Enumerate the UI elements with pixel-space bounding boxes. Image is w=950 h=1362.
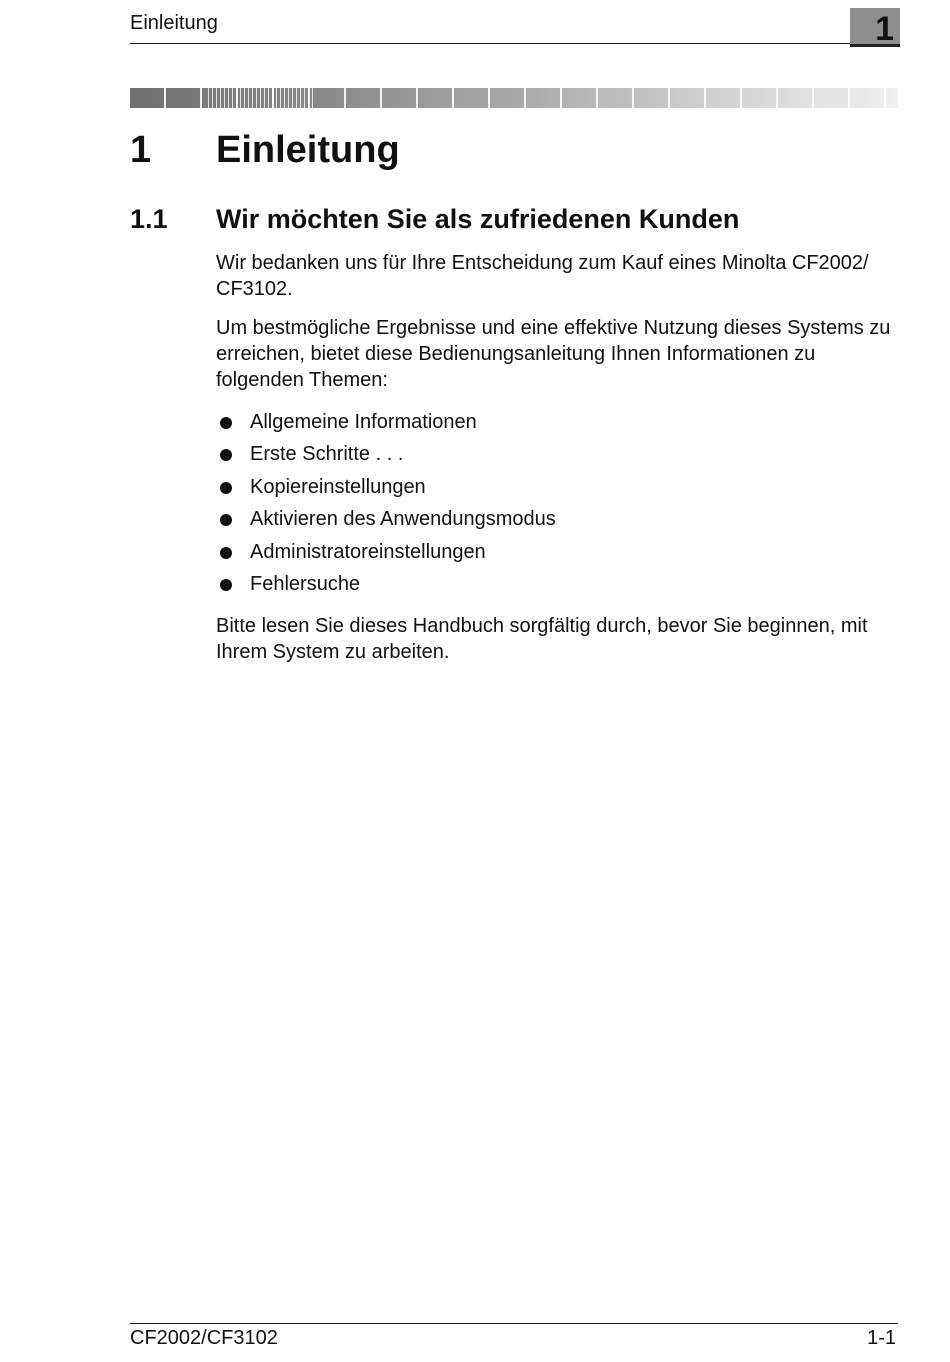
list-item-text: Allgemeine Informationen xyxy=(250,411,477,433)
list-item-text: Administratoreinstellungen xyxy=(250,540,486,563)
footer-page-number: 1-1 xyxy=(867,1327,896,1349)
topics-paragraph: Um bestmögliche Ergebnisse und eine effektive Nutzung dieses Systems zu erreichen, bietet diese Bedienungsanleitung Ihnen Informationen zu folgenden Themen: xyxy=(216,317,891,391)
chapter-tab-number: 1 xyxy=(875,10,894,48)
header-rule xyxy=(130,43,860,44)
body-content xyxy=(216,250,906,678)
topic-list xyxy=(216,406,906,600)
list-item-text: Erste Schritte . . . xyxy=(250,443,404,466)
bullet-icon xyxy=(220,579,232,591)
bullet-icon xyxy=(220,417,232,429)
bullet-icon xyxy=(220,449,232,461)
list-item-text: Kopiereinstellungen xyxy=(250,475,426,498)
list-item xyxy=(216,471,906,503)
chapter-title: Einleitung xyxy=(216,129,400,171)
footer-model: CF2002/CF3102 xyxy=(130,1327,278,1349)
list-item xyxy=(216,438,906,470)
list-item xyxy=(216,536,906,568)
list-item-text: Fehlersuche xyxy=(250,572,361,595)
intro-paragraph: Wir bedanken uns für Ihre Entscheidung zum Kauf eines Minolta CF2002/ CF3102. xyxy=(216,252,869,300)
bullet-icon xyxy=(220,514,232,526)
list-item xyxy=(216,503,906,535)
closing-paragraph: Bitte lesen Sie dieses Handbuch sorgfältig durch, bevor Sie beginnen, mit Ihrem System zu arbeiten. xyxy=(216,615,868,664)
decorative-fine-stripes xyxy=(205,88,315,108)
chapter-tab xyxy=(850,8,900,47)
list-item xyxy=(216,406,906,438)
section-title: Wir möchten Sie als zufriedenen Kunden xyxy=(216,204,740,234)
running-header-title: Einleitung xyxy=(130,12,218,34)
bullet-icon xyxy=(220,482,232,494)
chapter-number: 1 xyxy=(130,129,152,171)
decorative-gradient-bar xyxy=(130,88,898,108)
footer-rule xyxy=(130,1323,898,1324)
list-item xyxy=(216,568,906,600)
list-item-text: Aktivieren des Anwendungsmodus xyxy=(250,508,556,531)
bullet-icon xyxy=(220,547,232,559)
section-number: 1.1 xyxy=(130,204,168,234)
